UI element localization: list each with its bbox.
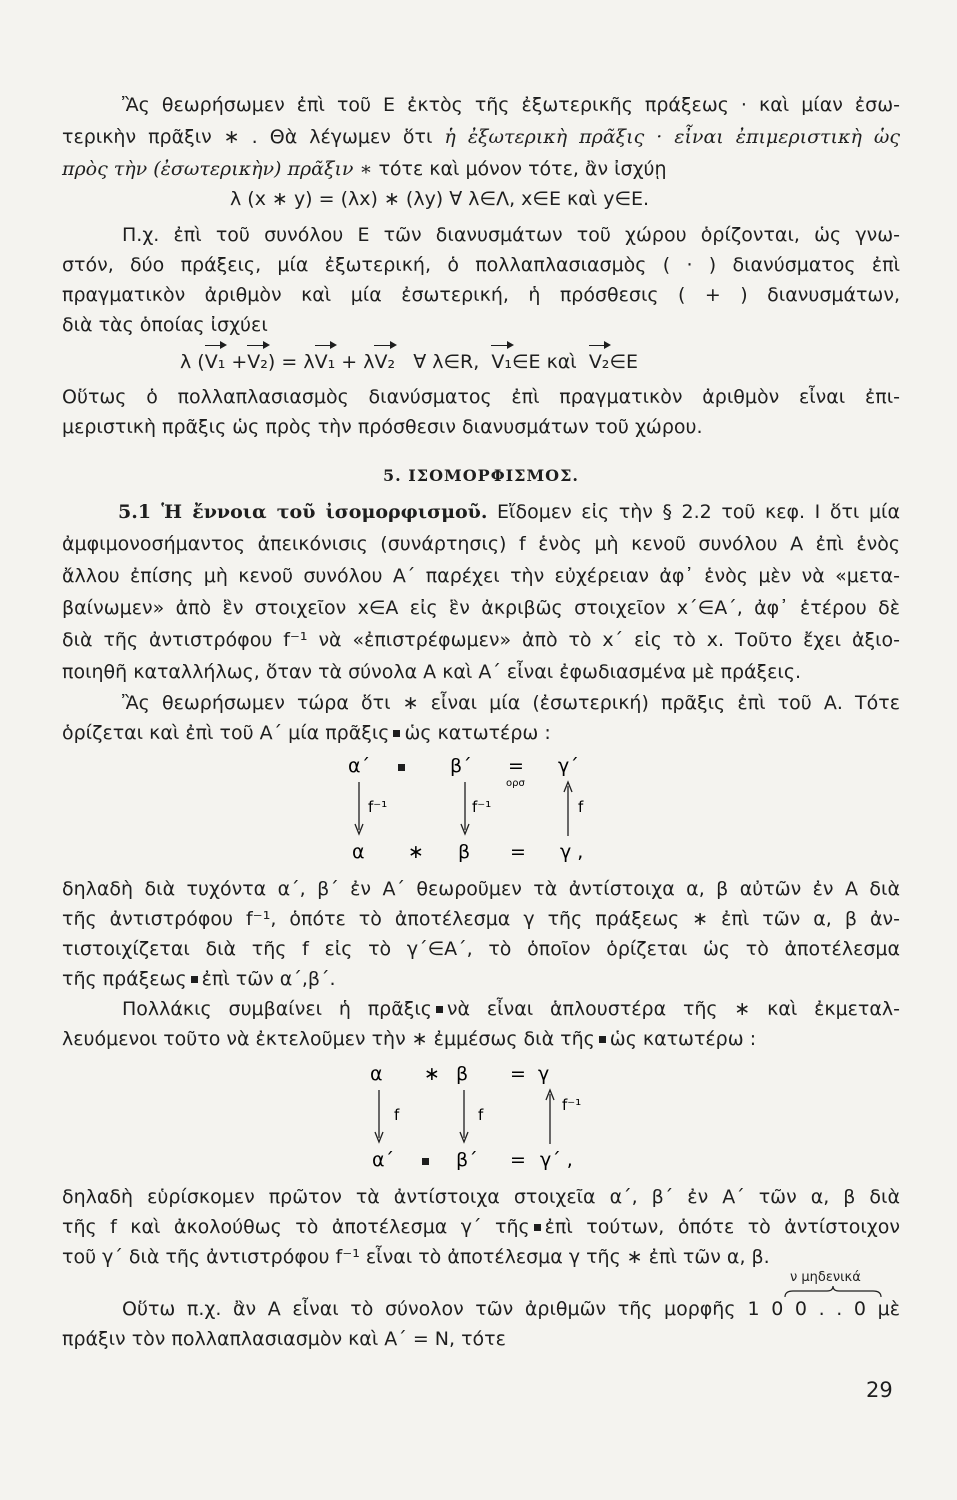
- distributive-formula: λ (x ∗ y) = (λx) ∗ (λy) ∀ λ∈Λ, x∈E καὶ y∈E.: [230, 188, 650, 210]
- square-operator-icon: [599, 1036, 606, 1043]
- text-line: στόν, δύο πράξεις, μία ἐξωτερική, ὁ πολλαπλασιασμὸς ( · ) διανύσματος ἐπὶ: [62, 254, 900, 276]
- vector-v1: V₁: [491, 349, 512, 376]
- arrow-label: f⁻¹: [562, 1096, 582, 1114]
- diagram-label: γ΄ ,: [540, 1149, 573, 1171]
- diagram-label: =: [508, 755, 524, 777]
- definition-italic: ἡ ἐξωτερικὴ πρᾶξις · εἶναι ἐπιμεριστικὴ ὡς: [444, 126, 900, 148]
- text-line: διὰ τῆς ἀντιστρόφου f⁻¹ νὰ «ἐπιστρέφωμεν» ἀπὸ τὸ x΄ εἰς τὸ x. Τοῦτο ἔχει ἀξιο-: [62, 629, 900, 651]
- text-line: Ἂς θεωρήσωμεν τώρα ὅτι ∗ εἶναι μία (ἐσωτερική) πρᾶξις ἐπὶ τοῦ Α. Τότε: [122, 692, 900, 714]
- page-number: 29: [866, 1378, 893, 1402]
- diagram-label: β: [458, 841, 471, 863]
- diagram-label: γ: [538, 1063, 550, 1085]
- number-form: 1 0 0 . . 0: [747, 1298, 867, 1320]
- square-operator-icon: [534, 1224, 541, 1231]
- diagram-label: α΄: [348, 755, 371, 777]
- text-line: δηλαδὴ εὑρίσκομεν πρῶτον τὰ ἀντίστοιχα στοιχεῖα α΄, β΄ ἐν Α΄ τῶν α, β διὰ: [62, 1186, 900, 1208]
- diagram-label: α: [352, 841, 365, 863]
- diagram-subscript: ορσ: [506, 778, 525, 789]
- section-heading: 5. ΙΣΟΜΟΡΦΙΣΜΟΣ.: [383, 466, 579, 485]
- square-operator-icon: [422, 1158, 429, 1165]
- diagram-label: β: [456, 1063, 469, 1085]
- arrow-label: f: [478, 1106, 484, 1124]
- text-line: πράξιν τὸν πολλαπλασιασμὸν καὶ Α΄ = N, τότε: [62, 1328, 506, 1350]
- diagram-label: α΄: [372, 1149, 395, 1171]
- text-line: 5.1 Ἡ ἔννοια τοῦ ἰσομορφισμοῦ. Εἴδομεν εἰς τὴν § 2.2 τοῦ κεφ. I ὅτι μία: [118, 501, 900, 523]
- arrow-label: f: [394, 1106, 400, 1124]
- diagram-label: =: [510, 1149, 526, 1171]
- diagram-label: γ ,: [560, 841, 584, 863]
- subsection-number: 5.1: [118, 501, 162, 523]
- text-line: ἄλλου ἐπίσης μὴ κενοῦ συνόλου Α΄ παρέχει τὴν εὐχέρειαν ἀφ᾽ ἑνὸς μὲν νὰ «μετα-: [62, 565, 900, 587]
- text-line: τιστοιχίζεται διὰ τῆς f εἰς τὸ γ΄∈A΄, τὸ ὁποῖον ὁρίζεται ὡς τὸ ἀποτέλεσμα: [62, 938, 900, 960]
- arrow-label: f⁻¹: [368, 798, 388, 816]
- square-operator-icon: [393, 730, 400, 737]
- square-operator-icon: [436, 1006, 443, 1013]
- subsection-title: Ἡ ἔννοια τοῦ ἰσομορφισμοῦ.: [161, 501, 488, 523]
- square-operator-icon: [398, 764, 405, 771]
- text-line: δηλαδὴ διὰ τυχόντα α΄, β΄ ἐν Α΄ θεωροῦμεν τὰ ἀντίστοιχα α, β αὐτῶν ἐν Α διὰ: [62, 878, 900, 900]
- diagram-label: =: [510, 841, 526, 863]
- diagram-label: =: [510, 1063, 526, 1085]
- diagram-label: γ΄: [558, 755, 579, 777]
- vector-v1: V₁: [315, 349, 336, 376]
- text-line: τῆς f καὶ ἀκολούθως τὸ ἀποτέλεσμα γ΄ τῆς ἐπὶ τούτων, ὁπότε τὸ ἀντίστοιχον: [62, 1216, 900, 1238]
- text-line: διὰ τὰς ὁποίας ἰσχύει: [62, 314, 268, 336]
- vector-v1: V₁: [205, 349, 226, 376]
- vector-v2: V₂: [247, 349, 268, 376]
- square-operator-icon: [191, 976, 198, 983]
- arrow-label: f: [578, 798, 584, 816]
- text-line: τῆς πράξεως ἐπὶ τῶν α΄,β΄.: [62, 968, 336, 990]
- commutative-diagram-1: [330, 742, 630, 872]
- commutative-diagram-2: [350, 1050, 650, 1180]
- diagram-label: β΄: [456, 1149, 478, 1171]
- vector-v2: V₂: [589, 349, 610, 376]
- diagram-label: β΄: [450, 755, 472, 777]
- text-line: πρὸς τὴν (ἐσωτερικὴν) πρᾶξιν ∗ τότε καὶ μόνον τότε, ἂν ἰσχύῃ: [62, 158, 667, 180]
- definition-italic: πρὸς τὴν (ἐσωτερικὴν) πρᾶξιν ∗: [62, 158, 373, 180]
- vector-v2: V₂: [374, 349, 395, 376]
- text-line: ὁρίζεται καὶ ἐπὶ τοῦ Α΄ μία πρᾶξις ὡς κατωτέρω :: [62, 722, 551, 744]
- text-line: Π.χ. ἐπὶ τοῦ συνόλου Ε τῶν διανυσμάτων τοῦ χώρου ὁρίζονται, ὡς γνω-: [122, 224, 900, 246]
- arrow-label: f⁻¹: [472, 798, 492, 816]
- text-line: πραγματικὸν ἀριθμὸν καὶ μία ἐσωτερική, ἡ πρόσθεσις ( + ) διανυσμάτων,: [62, 284, 900, 306]
- text-line: Ἂς θεωρήσωμεν ἐπὶ τοῦ Ε ἐκτὸς τῆς ἐξωτερικῆς πράξεως · καὶ μίαν ἐσω-: [122, 94, 900, 116]
- text-line: ἀμφιμονοσήμαντος ἀπεικόνισις (συνάρτησις) f ἑνὸς μὴ κενοῦ συνόλου Α ἐπὶ ἑνὸς: [62, 533, 900, 555]
- text-line: τῆς ἀντιστρόφου f⁻¹, ὁπότε τὸ ἀποτέλεσμα γ τῆς πράξεως ∗ ἐπὶ τῶν α, β ἀν-: [62, 908, 900, 930]
- brace-label: ν μηδενικά: [790, 1270, 861, 1285]
- text-line: μεριστικὴ πρᾶξις ὡς πρὸς τὴν πρόσθεσιν διανυσμάτων τοῦ χώρου.: [62, 416, 703, 438]
- text-line: τοῦ γ΄ διὰ τῆς ἀντιστρόφου f⁻¹ εἶναι τὸ ἀποτέλεσμα γ τῆς ∗ ἐπὶ τῶν α, β.: [62, 1246, 770, 1268]
- text-line: Οὕτω π.χ. ἂν Α εἶναι τὸ σύνολον τῶν ἀριθμῶν τῆς μορφῆς 1 0 0 . . 0 μὲ: [122, 1298, 900, 1320]
- diagram-label: ∗: [424, 1063, 440, 1085]
- diagram-label: α: [370, 1063, 383, 1085]
- diagram-label: ∗: [408, 841, 424, 863]
- text-line: λευόμενοι τοῦτο νὰ ἐκτελοῦμεν τὴν ∗ ἐμμέσως διὰ τῆς ὡς κατωτέρω :: [62, 1028, 757, 1050]
- text-line: Πολλάκις συμβαίνει ἡ πρᾶξις νὰ εἶναι ἁπλουστέρα τῆς ∗ καὶ ἐκμεταλ-: [122, 998, 900, 1020]
- text-line: τερικὴν πρᾶξιν ∗ . Θὰ λέγωμεν ὅτι ἡ ἐξωτερικὴ πρᾶξις · εἶναι ἐπιμεριστικὴ ὡς: [62, 126, 900, 148]
- text-line: βαίνωμεν» ἀπὸ ἓν στοιχεῖον x∈A εἰς ἓν ἀκριβῶς στοιχεῖον x΄∈A΄, ἀφ᾽ ἑτέρου δὲ: [62, 597, 900, 619]
- vector-formula: λ (V₁ +V₂) = λV₁ + λV₂ ∀ λ∈R, V₁∈E καὶ V₂∈E: [180, 349, 638, 376]
- text-line: ποιηθῆ καταλλήλως, ὅταν τὰ σύνολα Α καὶ Α΄ εἶναι ἐφωδιασμένα μὲ πράξεις.: [62, 661, 802, 683]
- text-line: Οὕτως ὁ πολλαπλασιασμὸς διανύσματος ἐπὶ πραγματικὸν ἀριθμὸν εἶναι ἐπι-: [62, 386, 900, 408]
